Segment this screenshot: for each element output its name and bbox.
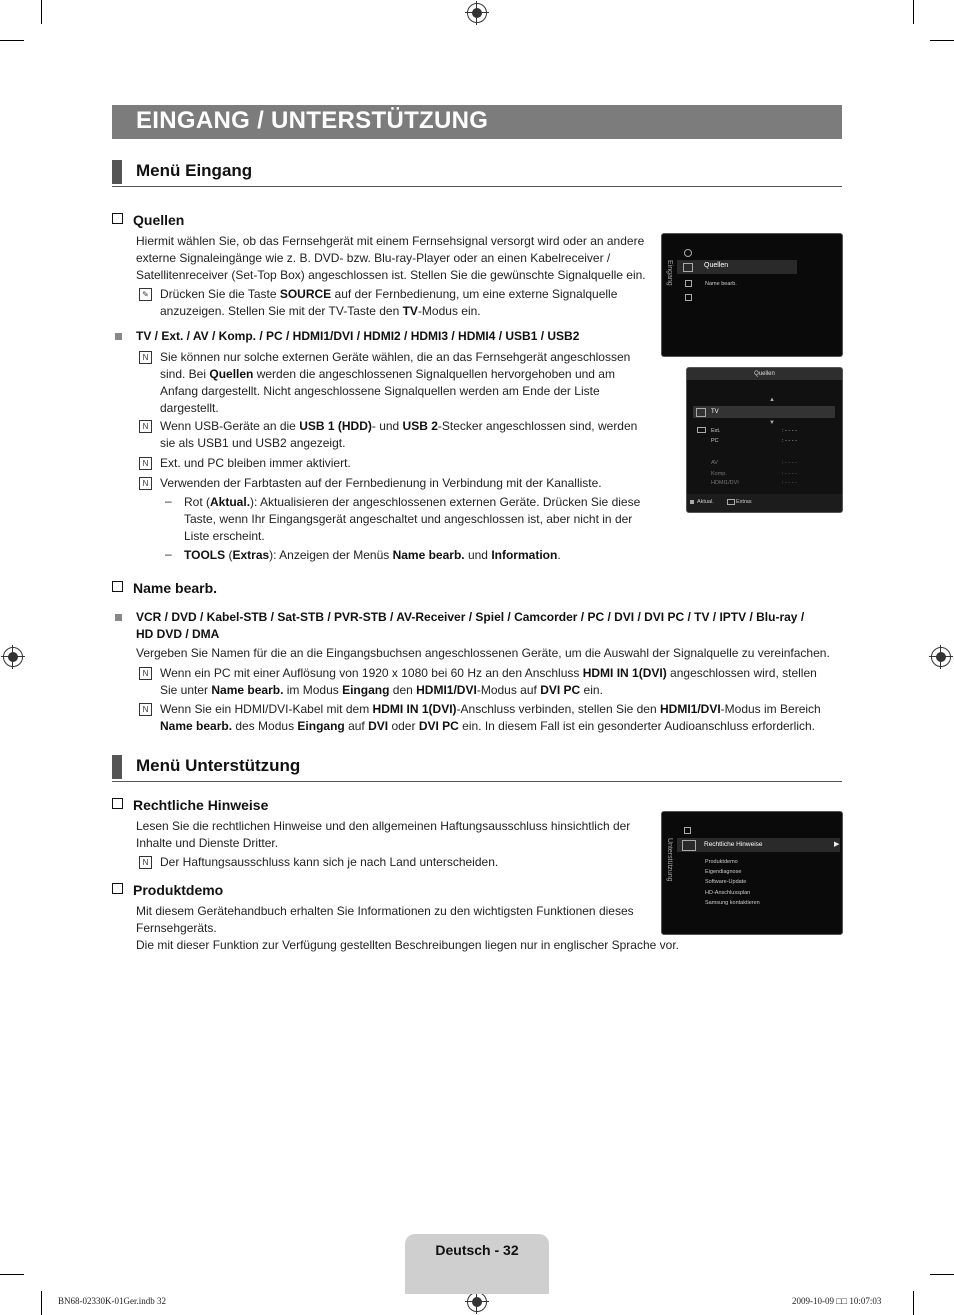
text: sind. Bei (160, 367, 210, 381)
menu-item: Eigendiagnose (705, 869, 742, 875)
dash-bullet: – (165, 494, 172, 508)
text: Wenn USB-Geräte an die (160, 419, 300, 433)
subheading-text: Rechtliche Hinweise (133, 797, 269, 813)
text-bold: Extras (232, 548, 270, 562)
menu-item: Produktdemo (705, 859, 738, 865)
crop-mark (0, 40, 24, 41)
text: Drücken Sie die Taste (160, 287, 280, 301)
help-icon (682, 840, 696, 851)
source-selected: TV (711, 409, 719, 415)
menu-icon (684, 249, 692, 257)
source-row-value: : - - - - (782, 471, 797, 477)
text-bold: HDMI1/DVI (659, 702, 721, 716)
text: ein. (580, 683, 603, 697)
text: ( (225, 548, 233, 562)
scroll-down-icon: ▼ (769, 420, 775, 426)
menu-selected-item: Quellen (704, 262, 729, 269)
crop-mark (41, 0, 42, 24)
note-icon: N (139, 477, 152, 490)
source-row-value: : - - - - (782, 460, 797, 466)
quellen-intro (136, 233, 646, 284)
crop-mark (913, 0, 914, 24)
text: des Modus (232, 719, 298, 733)
subheading-text: Name bearb. (133, 580, 218, 596)
note-3: Ext. und PC bleiben immer aktiviert. (160, 456, 351, 470)
menu-item: HD-Anschlussplan (705, 890, 751, 896)
text: oder (388, 719, 419, 733)
text-bold: Name bearb. (211, 683, 284, 697)
checkbox-bullet-icon (112, 798, 123, 809)
subheading-text: Produktdemo (133, 882, 224, 898)
source-row-value: : - - - - (782, 438, 797, 444)
text-bold: SOURCE (279, 287, 332, 301)
note-1 (160, 349, 630, 417)
text-line: Taste, wenn Ihr Eingangsgerät angeschaltet und angeschlossen ist, aber nicht in der (184, 512, 633, 526)
note-icon: N (139, 351, 152, 364)
text: Sie unter (160, 683, 212, 697)
tools-icon (727, 499, 735, 505)
source-row-name: Komp. (711, 471, 727, 477)
crop-mark (913, 1291, 914, 1315)
page-title-banner (112, 105, 842, 139)
text-line: Satellitenreceiver (Set-Top Box) angeschlossen ist. Stellen Sie die gewünschte Signalquelle ein. (136, 268, 646, 282)
dash-item-tools (184, 547, 561, 564)
crop-mark (930, 40, 954, 41)
checkbox-bullet-icon (112, 213, 123, 224)
source-row-value: : - - - - (782, 480, 797, 486)
text: ): Anzeigen der Menüs (269, 548, 393, 562)
crop-mark (930, 1274, 954, 1275)
text: -Modus im Bereich (720, 702, 821, 716)
text-bold: DVI PC (540, 683, 581, 697)
quellen-tip (160, 286, 617, 320)
source-row-name: PC (711, 438, 719, 444)
text: -Stecker angeschlossen sind, werden (437, 419, 638, 433)
crop-mark (0, 1274, 24, 1275)
text-line: Fernsehgeräts. (136, 921, 217, 935)
text-bold: USB 1 (HDD) (299, 419, 372, 433)
text-bold: Information (491, 548, 558, 562)
text-bold: HDMI IN 1(DVI) (582, 666, 667, 680)
text-line: Lesen Sie die rechtlichen Hinweise und den allgemeinen Haftungsausschluss hinsichtlich der (136, 819, 631, 833)
text-line: Hiermit wählen Sie, ob das Fernsehgerät mit einem Fernsehsignal versorgt wird oder an andere (136, 234, 645, 248)
tv-screen-unterstuetzung (661, 811, 843, 935)
dash-bullet: – (165, 547, 172, 561)
menu-item: Software-Update (705, 879, 747, 885)
text-line: externe Signaleingänge wie z. B. DVD- bzw. Blu-ray-Player oder an einen Kabelreceiver / (136, 251, 611, 265)
text-line: HD DVD / DMA (136, 627, 220, 641)
text-bold: Eingang (342, 683, 390, 697)
section-bar (112, 755, 122, 779)
section-title: Menü Eingang (136, 161, 253, 180)
text-bold: DVI PC (418, 719, 459, 733)
text-bold: HDMI IN 1(DVI) (372, 702, 457, 716)
source-row-name: AV (711, 460, 718, 466)
text-bold: Name bearb. (392, 548, 465, 562)
menu-icon (685, 280, 692, 287)
menu-item: Name bearb. (705, 281, 737, 287)
square-bullet-icon (115, 614, 122, 621)
menu-selected-item: Rechtliche Hinweise (704, 841, 763, 848)
text: auf (344, 719, 369, 733)
text: Wenn ein PC mit einer Auflösung von 1920 x 1080 bei 60 Hz an den Anschluss (160, 666, 583, 680)
text-bold: TOOLS (184, 548, 226, 562)
ext-icon (697, 427, 706, 433)
subheading-name-bearb (112, 580, 217, 596)
text-bold: TV (402, 304, 418, 318)
imprint-date: 2009-10-09 □□ 10:07:03 (792, 1296, 882, 1306)
text: im Modus (283, 683, 343, 697)
tip-icon: ✎ (139, 288, 152, 301)
subheading-produktdemo (112, 882, 223, 898)
tv-screen-eingang (661, 233, 843, 357)
text: ein. In diesem Fall ist ein gesonderter Audioanschluss erforderlich. (458, 719, 816, 733)
menu-side-label: Eingang (666, 260, 673, 286)
footer-aktual: Aktual. (697, 499, 714, 505)
crop-mark (41, 1291, 42, 1315)
text-line: Anfang dargestellt. Nicht angeschlossene Signalquellen werden am Ende der Liste (160, 384, 600, 398)
text-bold: USB 2 (402, 419, 438, 433)
menu-side-label: Unterstützung (666, 838, 673, 882)
text-bold: Eingang (297, 719, 345, 733)
text: - und (371, 419, 403, 433)
page-title: EINGANG / UNTERSTÜTZUNG (136, 107, 489, 134)
device-name-list (136, 609, 804, 643)
text: ): Aktualisieren der angeschlossenen externen Geräte. Drücken Sie diese (250, 495, 641, 509)
text: werden die angeschlossenen Signalquellen hervorgehoben und am (253, 367, 615, 381)
recht-text (136, 818, 630, 852)
registration-mark-icon (931, 647, 951, 667)
subheading-rechtliche-hinweise (112, 797, 268, 813)
tv-screen-quellen (686, 367, 843, 513)
text-bold: Aktual. (210, 495, 251, 509)
text-line: Mit diesem Gerätehandbuch erhalten Sie Informationen zu den wichtigsten Funktionen dieses (136, 904, 634, 918)
source-row-name: Ext. (711, 428, 721, 434)
registration-mark-icon (467, 1292, 487, 1312)
text: -Modus ein. (417, 304, 481, 318)
note-4: Verwenden der Farbtasten auf der Fernbedienung in Verbindung mit der Kanalliste. (160, 476, 602, 490)
text-line: Inhalte und Dienste Dritter. (136, 836, 279, 850)
text: Wenn Sie ein HDMI/DVI-Kabel mit dem (160, 702, 373, 716)
source-row-value: : - - - - (782, 428, 797, 434)
arrow-right-icon: ▶ (834, 841, 840, 848)
text: Rot ( (184, 495, 211, 509)
note-2 (160, 418, 637, 452)
text: anzuzeigen. Stellen Sie mit der TV-Taste den (160, 304, 403, 318)
text: den (389, 683, 417, 697)
text-line: Liste erscheint. (184, 529, 265, 543)
text: . (557, 548, 561, 562)
text-line: sie als USB1 und USB2 angezeigt. (160, 436, 346, 450)
text: und (464, 548, 492, 562)
menu-icon (685, 294, 692, 301)
footer-extras: Extras (736, 499, 752, 505)
text-line: VCR / DVD / Kabel-STB / Sat-STB / PVR-STB / AV-Receiver / Spiel / Camcorder / PC / DVI / DVI PC / TV / IPTV / Blu-ray / (136, 610, 805, 624)
subheading-text: Quellen (133, 212, 185, 228)
imprint-file: BN68-02330K-01Ger.indb 32 (58, 1296, 166, 1306)
text-bold: Quellen (209, 367, 254, 381)
name-note-2 (160, 701, 821, 735)
section-bar (112, 160, 122, 184)
note-icon: N (139, 703, 152, 716)
note-icon: N (139, 457, 152, 470)
note-icon: N (139, 667, 152, 680)
tv-icon (696, 408, 706, 417)
menu-highlight (677, 260, 797, 274)
text-bold: DVI (368, 719, 389, 733)
page-number: Deutsch - 32 (435, 1242, 519, 1258)
text-line: Die mit dieser Funktion zur Verfügung gestellten Beschreibungen liegen nur in englischer Sprache vor. (136, 938, 679, 952)
name-note-1 (160, 665, 817, 699)
checkbox-bullet-icon (112, 581, 123, 592)
name-description: Vergeben Sie Namen für die an die Eingangsbuchsen angeschlossenen Geräte, um die Auswahl der Signalquelle zu vereinfachen. (136, 646, 830, 660)
text: -Modus auf (476, 683, 541, 697)
section-title: Menü Unterstützung (136, 756, 301, 775)
section-heading-eingang (112, 160, 842, 187)
square-bullet-icon (115, 333, 122, 340)
section-heading-unterstuetzung (112, 755, 842, 782)
source-row-name: HDMI1/DVI (711, 480, 739, 486)
dialog-title: Quellen (754, 371, 775, 377)
text-line: dargestellt. (160, 401, 219, 415)
subheading-quellen (112, 212, 184, 228)
text-bold: Name bearb. (160, 719, 233, 733)
menu-item: Samsung kontaktieren (705, 900, 760, 906)
note-icon: N (139, 420, 152, 433)
text: -Anschluss verbinden, stellen Sie den (456, 702, 660, 716)
registration-mark-icon (3, 647, 23, 667)
red-button-icon (690, 500, 694, 504)
source-list: TV / Ext. / AV / Komp. / PC / HDMI1/DVI / HDMI2 / HDMI3 / HDMI4 / USB1 / USB2 (136, 329, 580, 343)
scroll-up-icon: ▲ (769, 397, 775, 403)
input-icon (683, 263, 693, 272)
text: angeschlossen wird, stellen (666, 666, 817, 680)
demo-text (136, 903, 679, 954)
text: auf der Fernbedienung, um eine externe Signalquelle (331, 287, 618, 301)
recht-note: Der Haftungsausschluss kann sich je nach Land unterscheiden. (160, 855, 499, 869)
page-number-tab (405, 1234, 549, 1294)
registration-mark-icon (467, 3, 487, 23)
text-line: Sie können nur solche externen Geräte wählen, die an das Fernsehgerät angeschlossen (160, 350, 631, 364)
text-bold: HDMI1/DVI (416, 683, 477, 697)
menu-icon (684, 827, 691, 834)
dash-item-rot (184, 494, 640, 545)
checkbox-bullet-icon (112, 883, 123, 894)
note-icon: N (139, 856, 152, 869)
